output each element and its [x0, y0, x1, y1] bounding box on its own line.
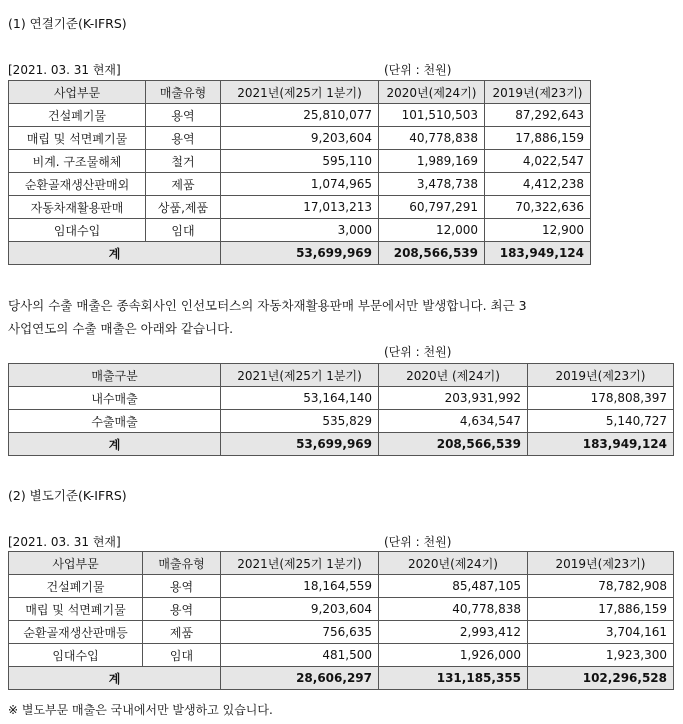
- section1-table: [8, 80, 591, 265]
- table-cell: 임대수입: [9, 219, 146, 242]
- col-header: 2020년(제24기): [379, 552, 528, 575]
- table-row: [9, 104, 591, 127]
- table-row: [9, 219, 591, 242]
- table-cell: 9,203,604: [221, 598, 379, 621]
- col-header: 사업부문: [9, 552, 143, 575]
- total-cell: 183,949,124: [528, 433, 674, 456]
- table-cell: 내수매출: [9, 387, 221, 410]
- total-row: [9, 667, 674, 690]
- total-cell: 208,566,539: [379, 433, 528, 456]
- total-row: [9, 242, 591, 265]
- total-cell: 131,185,355: [379, 667, 528, 690]
- total-label: 계: [9, 242, 221, 265]
- table-cell: 4,634,547: [379, 410, 528, 433]
- table-cell: 1,926,000: [379, 644, 528, 667]
- table-row: [9, 621, 674, 644]
- export-table: [8, 363, 674, 456]
- table-cell: 3,000: [221, 219, 379, 242]
- section1-date: [2021. 03. 31 현재]: [8, 63, 121, 77]
- table-cell: 순환골재생산판매등: [9, 621, 143, 644]
- table-cell: 25,810,077: [221, 104, 379, 127]
- total-cell: 53,699,969: [221, 242, 379, 265]
- table-cell: 5,140,727: [528, 410, 674, 433]
- section2-unit: (단위 : 천원): [384, 535, 452, 549]
- table-row: [9, 196, 591, 219]
- section1-unit: (단위 : 천원): [384, 63, 452, 77]
- table-header-row: [9, 552, 674, 575]
- table-row: [9, 575, 674, 598]
- table-cell: 12,000: [379, 219, 485, 242]
- table-cell: 건설폐기물: [9, 575, 143, 598]
- table-cell: 건설폐기물: [9, 104, 146, 127]
- table-cell: 78,782,908: [528, 575, 674, 598]
- section2-date: [2021. 03. 31 현재]: [8, 535, 121, 549]
- table-row: [9, 387, 674, 410]
- table-cell: 매립 및 석면폐기물: [9, 127, 146, 150]
- col-header: 2019년(제23기): [485, 81, 591, 104]
- table-cell: 2,993,412: [379, 621, 528, 644]
- col-header: 2020년 (제24기): [379, 364, 528, 387]
- table-cell: 임대수입: [9, 644, 143, 667]
- col-header: 매출구분: [9, 364, 221, 387]
- table-cell: 상품,제품: [146, 196, 221, 219]
- table-cell: 수출매출: [9, 410, 221, 433]
- table-cell: 1,074,965: [221, 173, 379, 196]
- table-cell: 9,203,604: [221, 127, 379, 150]
- table-cell: 용역: [143, 575, 221, 598]
- table-row: [9, 150, 591, 173]
- table-cell: 18,164,559: [221, 575, 379, 598]
- total-row: [9, 433, 674, 456]
- col-header: 사업부문: [9, 81, 146, 104]
- table-cell: 85,487,105: [379, 575, 528, 598]
- table-cell: 3,478,738: [379, 173, 485, 196]
- table-cell: 용역: [143, 598, 221, 621]
- table-cell: 용역: [146, 127, 221, 150]
- table-row: [9, 598, 674, 621]
- table-header-row: [9, 364, 674, 387]
- table-cell: 178,808,397: [528, 387, 674, 410]
- table-cell: 4,412,238: [485, 173, 591, 196]
- table-cell: 60,797,291: [379, 196, 485, 219]
- table-cell: 17,886,159: [528, 598, 674, 621]
- export-description-line2: 사업연도의 수출 매출은 아래와 같습니다.: [8, 321, 234, 336]
- export-description-line1: 당사의 수출 매출은 종속회사인 인선모터스의 자동차재활용판매 부문에서만 발생합니다. 최근 3: [8, 298, 527, 313]
- table-cell: 용역: [146, 104, 221, 127]
- col-header: 2020년(제24기): [379, 81, 485, 104]
- table-cell: 자동차재활용판매: [9, 196, 146, 219]
- table-cell: 101,510,503: [379, 104, 485, 127]
- table-cell: 756,635: [221, 621, 379, 644]
- table-cell: 제품: [146, 173, 221, 196]
- table-row: [9, 644, 674, 667]
- table-cell: 203,931,992: [379, 387, 528, 410]
- table-cell: 매립 및 석면폐기물: [9, 598, 143, 621]
- total-cell: 208,566,539: [379, 242, 485, 265]
- table-cell: 53,164,140: [221, 387, 379, 410]
- table-row: [9, 173, 591, 196]
- section1-title: (1) 연결기준(K-IFRS): [8, 16, 127, 31]
- total-label: 계: [9, 433, 221, 456]
- table-cell: 17,013,213: [221, 196, 379, 219]
- table-cell: 비계. 구조물해체: [9, 150, 146, 173]
- total-cell: 183,949,124: [485, 242, 591, 265]
- table-cell: 1,923,300: [528, 644, 674, 667]
- table-cell: 제품: [143, 621, 221, 644]
- table-header-row: [9, 81, 591, 104]
- table-cell: 3,704,161: [528, 621, 674, 644]
- table-cell: 17,886,159: [485, 127, 591, 150]
- col-header: 매출유형: [143, 552, 221, 575]
- table-row: [9, 410, 674, 433]
- table-cell: 481,500: [221, 644, 379, 667]
- total-cell: 102,296,528: [528, 667, 674, 690]
- table-cell: 87,292,643: [485, 104, 591, 127]
- table-row: [9, 127, 591, 150]
- col-header: 2019년(제23기): [528, 364, 674, 387]
- total-label: 계: [9, 667, 221, 690]
- total-cell: 28,606,297: [221, 667, 379, 690]
- table-cell: 철거: [146, 150, 221, 173]
- table-cell: 12,900: [485, 219, 591, 242]
- col-header: 2021년(제25기 1분기): [221, 364, 379, 387]
- table-cell: 595,110: [221, 150, 379, 173]
- export-unit: (단위 : 천원): [384, 345, 452, 359]
- col-header: 2021년(제25기 1분기): [221, 552, 379, 575]
- table-cell: 순환골재생산판매외: [9, 173, 146, 196]
- table-cell: 40,778,838: [379, 127, 485, 150]
- col-header: 2019년(제23기): [528, 552, 674, 575]
- table-cell: 4,022,547: [485, 150, 591, 173]
- table-cell: 1,989,169: [379, 150, 485, 173]
- table-cell: 535,829: [221, 410, 379, 433]
- footnote: ※ 별도부문 매출은 국내에서만 발생하고 있습니다.: [8, 703, 273, 717]
- col-header: 매출유형: [146, 81, 221, 104]
- col-header: 2021년(제25기 1분기): [221, 81, 379, 104]
- section2-table: [8, 551, 674, 690]
- table-cell: 임대: [146, 219, 221, 242]
- table-cell: 임대: [143, 644, 221, 667]
- table-cell: 70,322,636: [485, 196, 591, 219]
- table-cell: 40,778,838: [379, 598, 528, 621]
- section2-title: (2) 별도기준(K-IFRS): [8, 488, 127, 503]
- total-cell: 53,699,969: [221, 433, 379, 456]
